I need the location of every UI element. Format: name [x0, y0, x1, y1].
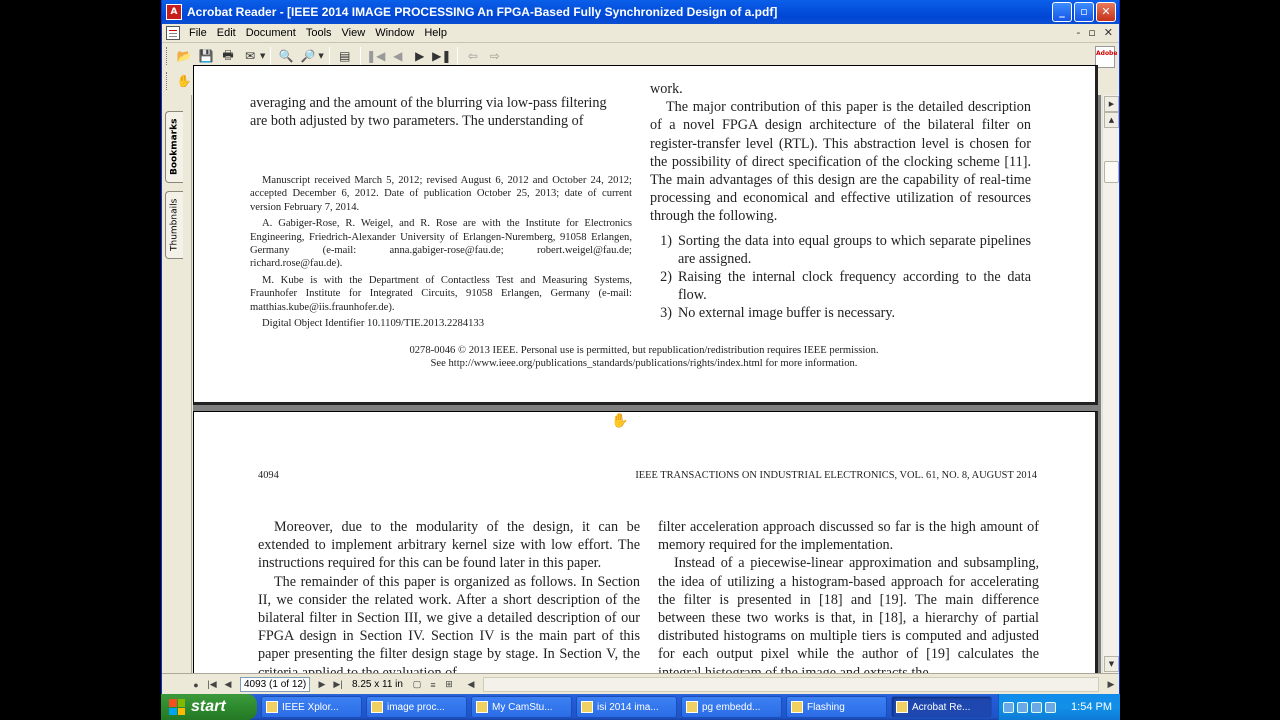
folder-icon	[581, 701, 593, 713]
hand-cursor-icon: ✋	[611, 413, 629, 429]
acrobat-app-icon: A	[166, 4, 182, 20]
previous-view-icon[interactable]: ⇦	[467, 49, 478, 63]
menu-tools[interactable]: Tools	[305, 27, 332, 39]
page-number-field[interactable]: 4093 (1 of 12)	[240, 677, 310, 692]
email-icon[interactable]: ✉	[244, 49, 256, 63]
next-view-icon[interactable]: ⇨	[489, 49, 500, 63]
paragraph: filter acceleration approach discussed so far is the high amount of memory required for the implementation.	[658, 519, 1039, 554]
taskbar	[161, 694, 1120, 720]
facing-pages-icon[interactable]: ⊞	[445, 679, 453, 689]
start-button[interactable]	[161, 694, 257, 720]
page2-left-column	[258, 518, 640, 682]
print-icon[interactable]: 🖶	[222, 47, 234, 62]
paragraph: Instead of a piecewise-linear approximation and subsampling, the idea of utilizing a histogram-based approach for accelerating the filter is presented in [18] and [19]. The main difference between these two works is that, in [18], a hierarchy of partial distributed histograms on multiple tiers is computed and adjusted for each output pixel while the author of [19] calculates the	[658, 555, 1039, 663]
task-label: IEEE Xplor...	[282, 701, 339, 713]
text-line: averaging and the amount of the blurring via low-pass filtering	[250, 95, 607, 111]
paragraph: The remainder of this paper is organized as follows. In Section II, we consider the related work. After a short description of the bilateral filter in Section III, we give a detailed description of our FPGA design in Section IV. Section IV is the main part of this paper presenting the filter design stage by stage. In Section V, the	[258, 573, 640, 663]
copyright-link[interactable]: See http://www.ieee.org/publications_standards/publications/rights/index.html for more information.	[430, 358, 858, 369]
task-image-proc[interactable]	[366, 696, 467, 718]
start-label: start	[191, 698, 226, 715]
window-icon	[791, 701, 803, 713]
task-label: pg embedd...	[702, 701, 761, 713]
footnote-doi: Digital Object Identifier 10.1109/TIE.2013.2284133	[262, 318, 485, 330]
toolbar-grip[interactable]	[166, 47, 169, 65]
pdf-page-4094	[193, 411, 1098, 711]
list-num: 2)	[660, 269, 672, 286]
pdf-page-4093	[193, 65, 1098, 405]
text-line: are both adjusted by two parameters. The understanding of	[250, 113, 584, 130]
text-line: work.	[650, 81, 683, 97]
list-text: Sorting the data into equal groups to which separate pipelines are assigned.	[678, 232, 1031, 267]
scroll-thumb[interactable]	[1104, 161, 1119, 183]
first-page-icon[interactable]: ❚◀	[366, 49, 386, 63]
list-num: 1)	[660, 232, 672, 249]
document-icon[interactable]	[166, 26, 180, 40]
previous-page-icon[interactable]: ◀	[393, 49, 403, 63]
page-number: 4094	[258, 470, 279, 481]
hscroll-left-icon[interactable]: ◀	[467, 679, 475, 689]
task-label: image proc...	[387, 701, 445, 713]
document-icon	[686, 701, 698, 713]
acrobat-icon	[896, 701, 908, 713]
tab-thumbnails[interactable]: Thumbnails	[165, 191, 183, 259]
footnotes	[250, 174, 632, 330]
tab-bookmarks[interactable]: Bookmarks	[165, 111, 183, 183]
search-icon[interactable]: 🔎	[300, 49, 316, 63]
security-icon[interactable]	[1031, 702, 1042, 713]
menu-window[interactable]: Window	[375, 27, 415, 39]
open-folder-icon[interactable]: 📂	[176, 49, 192, 63]
separator	[270, 47, 271, 65]
adobe-logo-text: Adobe	[1096, 50, 1118, 57]
separator	[360, 47, 361, 65]
last-page-icon[interactable]: ▶❚	[432, 49, 452, 63]
minimize-button[interactable]: _	[1052, 2, 1072, 22]
split-view-icon[interactable]: ▶	[1104, 96, 1119, 112]
email-dropdown-icon[interactable]: ▼	[260, 52, 266, 60]
task-label: Flashing	[807, 701, 845, 713]
copyright-note	[294, 344, 994, 370]
last-page-button-icon[interactable]: ▶|	[333, 679, 343, 689]
menu-view[interactable]: View	[341, 27, 366, 39]
page1-right-column	[650, 80, 1031, 323]
adobe-logo	[1095, 46, 1118, 68]
save-icon[interactable]: 💾	[198, 49, 214, 63]
list-num: 3)	[660, 305, 672, 322]
network-icon[interactable]	[1017, 702, 1028, 713]
window-title: Acrobat Reader - [IEEE 2014 IMAGE PROCESSING An FPGA-Based Fully Synchronized Design of a.pdf]	[187, 5, 778, 19]
next-page-icon[interactable]: ▶	[415, 49, 425, 63]
hscroll-right-icon[interactable]: ▶	[1107, 679, 1115, 689]
horizontal-scrollbar[interactable]	[483, 677, 1099, 692]
status-bar	[162, 673, 1119, 695]
toolbar-grip[interactable]	[166, 72, 169, 90]
doc-restore-button[interactable]: ▫	[1088, 26, 1096, 39]
page1-left-column	[250, 94, 632, 130]
doc-close-button[interactable]: ✕	[1103, 26, 1113, 39]
list-text: No external image buffer is necessary.	[678, 305, 896, 322]
footnote-kube: M. Kube is with the Department of Contactless Test and Measuring Systems, Fraunhofer Institute for Integrated Circuits, 91058 Erlangen, Germany (e-mail: matthias.kube@iis.fraunhofer.de).	[250, 274, 632, 313]
menu-help[interactable]: Help	[424, 27, 447, 39]
windows-logo-icon	[169, 699, 185, 715]
task-label: isi 2014 ima...	[597, 701, 659, 713]
acrobat-window	[161, 0, 1120, 697]
single-page-icon[interactable]: ▢	[412, 679, 422, 689]
copyright-line: 0278-0046 © 2013 IEEE. Personal use is permitted, but republication/redistribution requires IEEE permission.	[409, 345, 879, 356]
hand-tool-icon[interactable]: ✋	[176, 74, 192, 88]
footnote-authors: A. Gabiger-Rose, R. Weigel, and R. Rose are with the Institute for Electronics Engineering, Friedrich-Alexander University of Erlangen-Nuremberg, 91058 Erlangen, Germany (e-mail: anna.gabiger-rose@fau.de; robert.weigel@fau.de; richard.rose@fau.de).	[250, 218, 632, 270]
title-bar[interactable]	[162, 0, 1119, 24]
find-icon[interactable]: 🔍	[278, 49, 294, 63]
clock[interactable]: 1:54 PM	[1071, 701, 1112, 713]
scroll-down-icon[interactable]: ▼	[1104, 656, 1119, 672]
paragraph: Moreover, due to the modularity of the design, it can be extended to implement arbitrary kernel size with low effort. The instructions required for this can be found later in this paper.	[258, 519, 640, 572]
navigation-pane-icon[interactable]: ●	[193, 679, 199, 690]
document-view[interactable]	[193, 81, 1101, 673]
task-isi-2014[interactable]	[576, 696, 677, 718]
menu-document[interactable]: Document	[245, 27, 296, 39]
first-page-button-icon[interactable]: |◀	[207, 679, 217, 689]
page2-right-column	[658, 518, 1039, 682]
list-text: Raising the internal clock frequency according to the data flow.	[678, 269, 1031, 304]
navigation-panel	[162, 95, 192, 673]
folder-icon	[371, 701, 383, 713]
list-item	[650, 304, 1031, 322]
next-page-button-icon[interactable]: ▶	[318, 679, 326, 689]
running-header: IEEE TRANSACTIONS ON INDUSTRIAL ELECTRONICS, VOL. 61, NO. 8, AUGUST 2014	[635, 470, 1037, 481]
separator	[329, 47, 330, 65]
vertical-scrollbar[interactable]	[1102, 95, 1119, 673]
tray-expand-icon[interactable]	[1003, 702, 1014, 713]
maximize-button[interactable]: ▫	[1074, 2, 1094, 22]
paragraph: The major contribution of this paper is the detailed description of a novel FPGA design architecture of the bilateral filter on register-transfer level (RTL). This abstraction level is chosen for the possibility of direct specification of the clocking scheme [11]. The main advantages of this design are the capability of real-time processing and economical and effective utilization of resources through the following.	[650, 99, 1031, 225]
list-item	[650, 232, 1031, 268]
page-size: 8.25 x 11 in	[352, 679, 403, 690]
folder-icon	[476, 701, 488, 713]
volume-icon[interactable]	[1045, 702, 1056, 713]
task-pg-embedded[interactable]	[681, 696, 782, 718]
footnote-manuscript: Manuscript received March 5, 2012; revised August 6, 2012 and October 24, 2012; accepted December 6, 2012. Date of publication October 25, 2013; date of current version February 7, 2014.	[250, 175, 632, 213]
list-item	[650, 268, 1031, 304]
task-camstudio[interactable]	[471, 696, 572, 718]
task-flashing[interactable]	[786, 696, 887, 718]
previous-page-button-icon[interactable]: ◀	[224, 679, 232, 689]
doc-minimize-button[interactable]: -	[1076, 26, 1081, 39]
menu-bar	[162, 24, 1119, 43]
scroll-up-icon[interactable]: ▲	[1104, 112, 1119, 128]
menu-edit[interactable]: Edit	[216, 27, 236, 39]
system-tray	[998, 694, 1120, 720]
contribution-list	[650, 232, 1031, 323]
browser-icon	[266, 701, 278, 713]
task-acrobat-reader[interactable]	[891, 696, 992, 718]
task-ieee-xplore[interactable]	[261, 696, 362, 718]
task-label: My CamStu...	[492, 701, 553, 713]
continuous-icon[interactable]: ≡	[430, 679, 436, 690]
search-dropdown-icon[interactable]: ▼	[318, 52, 324, 60]
close-button[interactable]: ✕	[1096, 2, 1116, 22]
separator	[457, 47, 458, 65]
menu-file[interactable]: File	[189, 27, 207, 39]
reading-mode-icon[interactable]: ▤	[339, 49, 351, 63]
task-label: Acrobat Re...	[912, 701, 971, 713]
